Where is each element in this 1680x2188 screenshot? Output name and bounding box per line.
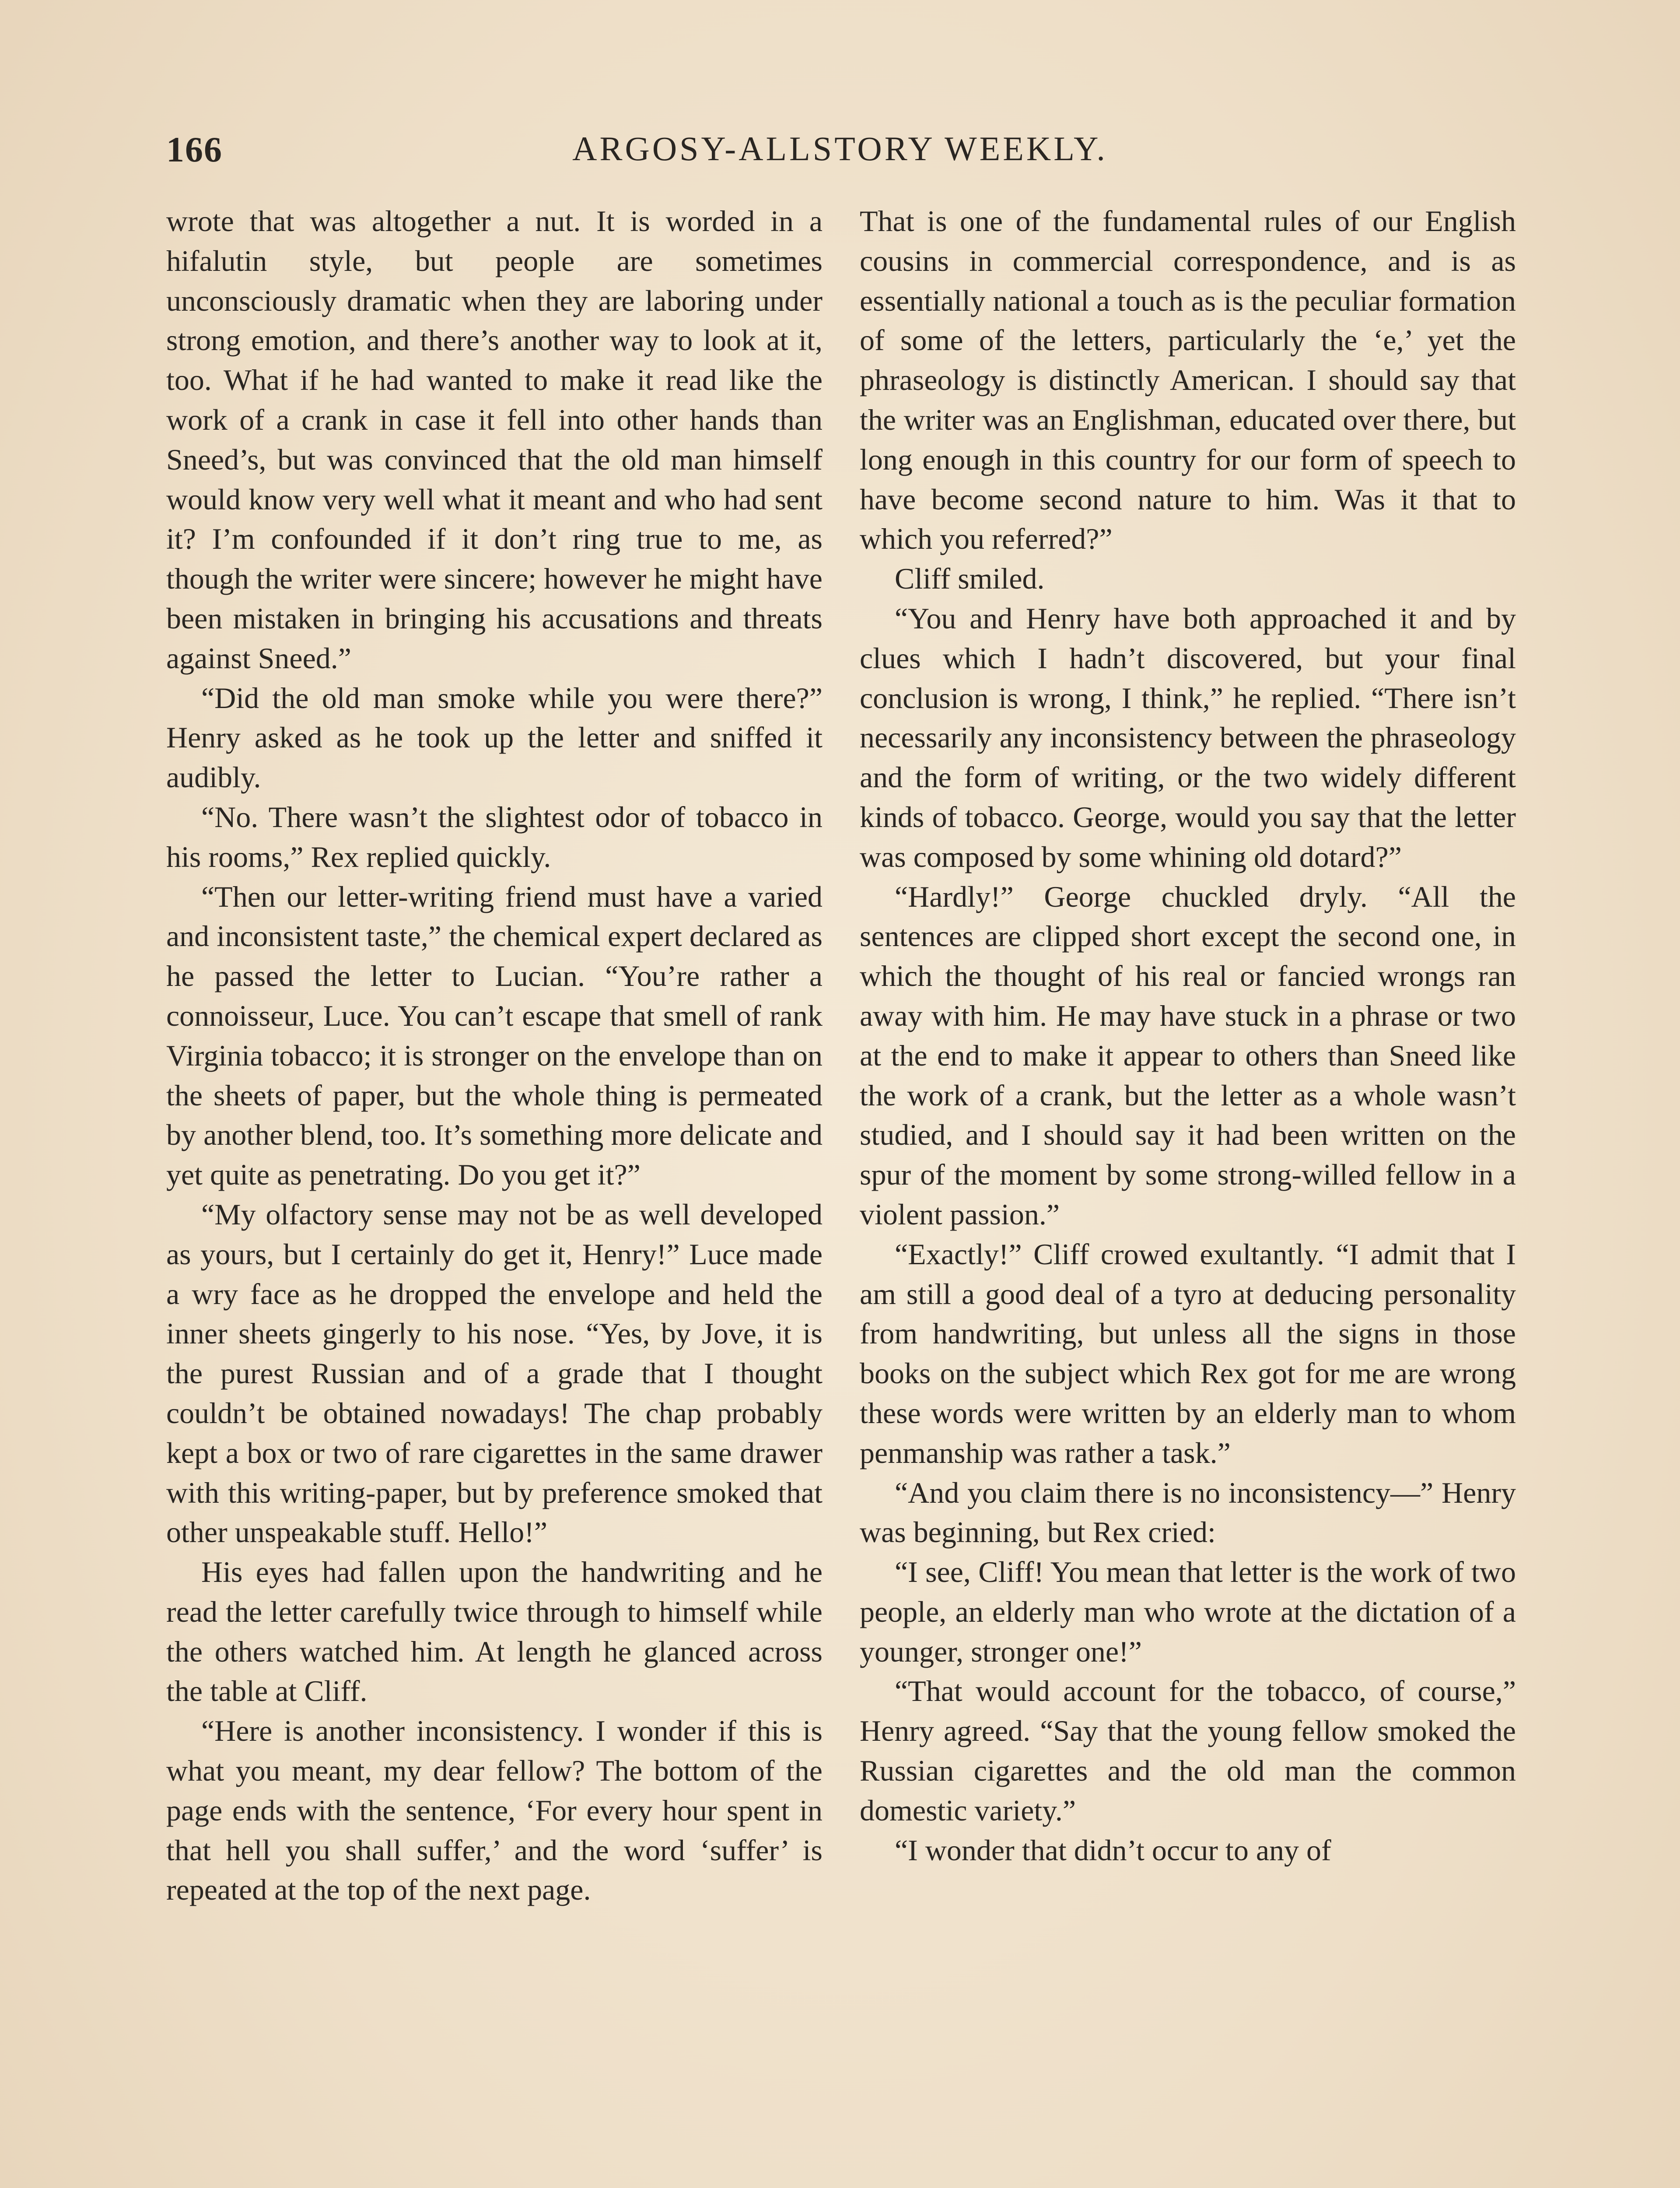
paragraph: Cliff smiled. [895,562,1045,596]
page-header [166,120,1514,186]
paragraph: “And you claim there is no inconsistency—” Henry was beginning, but Rex cried: [860,1476,1516,1549]
paragraph: “My olfactory sense may not be as well developed as yours, but I certainly do get it, Henry!” Luce made a wry face as he dropped the envelope and held the inner sheets gingerly to his nose. “Yes, by Jove, it is the purest Russian and of a grade that I thought couldn’t be obtained nowadays! The chap probably kept a box or two of rare cigarettes in the same drawer with this writing-paper, but by preference smoked that other unspeakable stuff. Hello!” [166,1197,822,1549]
paragraph: “That would account for the tobacco, of course,” Henry agreed. “Say that the young fellow smoked the Russian cigarettes and the old man the common domestic variety.” [860,1674,1516,1827]
paragraph: His eyes had fallen upon the handwriting and he read the letter carefully twice through to himself while the others watched him. At length he glanced across the table at Cliff. [166,1555,822,1708]
paragraph: “Hardly!” George chuckled dryly. “All the sentences are clipped short except the second one, in which the thought of his real or fancied wrongs ran away with him. He may have stuck in a phrase or two at the end to make it appear to others than Sneed like the work of a crank, but the letter as a whole wasn’t studied, and I should say it had been written on the spur of the moment by some strong-willed fellow in a violent passion.” [860,880,1516,1231]
paragraph: “No. There wasn’t the slightest odor of tobacco in his rooms,” Rex replied quickly. [166,800,822,873]
right-column [860,201,1516,1870]
paragraph: “Exactly!” Cliff crowed exultantly. “I admit that I am still a good deal of a tyro at deducing personality from handwriting, but unless all the signs in those books on the subject which Rex got for me are wrong these words were written by an elderly man to whom penmanship was rather a task.” [860,1237,1516,1469]
paragraph: “I see, Cliff! You mean that letter is the work of two people, an elderly man who wrote at the dictation of a younger, stronger one!” [860,1555,1516,1668]
paragraph: wrote that was altogether a nut. It is worded in a hifalutin style, but people are sometimes unconsciously dramatic when they are laboring under strong emotion, and there’s another way to look at it, too. What if he had wanted to make it read like the work of a crank in case it fell into other hands than Sneed’s, but was convinced that the old man himself would know very well what it meant and who had sent it? I’m confounded if it don’t ring true to me, as though the writer were sincere; however he might have been mistaken in bringing his accusations and threats against Sneed.” [166,204,822,675]
running-title: ARGOSY-ALLSTORY WEEKLY. [572,130,1108,168]
paragraph: “I wonder that didn’t occur to any of [895,1833,1331,1867]
paragraph: “You and Henry have both approached it and by clues which I hadn’t discovered, but your final conclusion is wrong, I think,” he replied. “There isn’t necessarily any inconsistency between the phraseology and the form of writing, or the two widely different kinds of tobacco. George, would you say that the letter was composed by some whining old dotard?” [860,601,1516,873]
paragraph: “Did the old man smoke while you were there?” Henry asked as he took up the letter and sniffed it audibly. [166,681,822,794]
paragraph: “Then our letter-writing friend must have a varied and inconsistent taste,” the chemical expert declared as he passed the letter to Lucian. “You’re rather a connoisseur, Luce. You can’t escape that smell of rank Virginia tobacco; it is stronger on the envelope than on the sheets of paper, but the whole thing is permeated by another blend, too. It’s something more delicate and yet quite as penetrating. Do you get it?” [166,880,822,1192]
page-number: 166 [166,130,223,169]
left-column [166,201,822,1910]
paragraph: That is one of the fundamental rules of our English cousins in commercial correspondence, and is as essentially national a touch as is the peculiar formation of some of the letters, particularly the ‘e,’ yet the phraseology is distinctly American. I should say that the writer was an Englishman, educated over there, but long enough in this country for our form of speech to have become second nature to him. Was it that to which you referred?” [860,204,1516,556]
paragraph: “Here is another inconsistency. I wonder if this is what you meant, my dear fellow? The bottom of the page ends with the sentence, ‘For every hour spent in that hell you shall suffer,’ and the word ‘suffer’ is repeated at the top of the next page. [166,1714,822,1907]
